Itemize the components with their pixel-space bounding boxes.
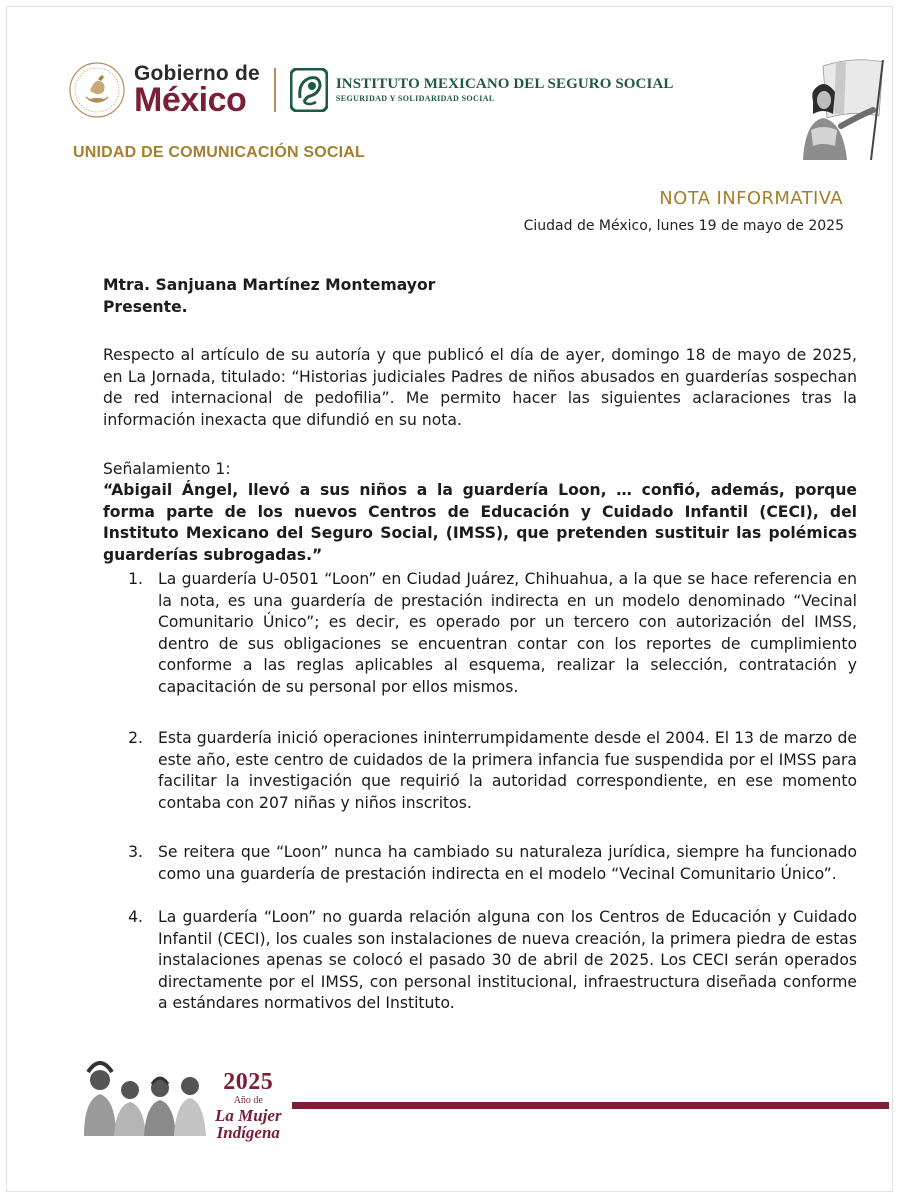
imss-subtitle: SEGURIDAD Y SOLIDARIDAD SOCIAL (335, 93, 495, 103)
woman-with-flag-illustration (783, 56, 889, 160)
list-item (103, 569, 857, 698)
imss-name: INSTITUTO MEXICANO DEL SEGURO SOCIAL (335, 76, 674, 93)
national-seal-icon (68, 61, 126, 119)
recipient-greeting: Presente. (103, 297, 188, 316)
document-type: NOTA INFORMATIVA (659, 188, 843, 209)
badge-year: 2025 (223, 1069, 274, 1095)
senalamiento-label: Señalamiento 1: (103, 460, 231, 478)
year-badge (215, 1070, 282, 1141)
footer-rule (292, 1102, 889, 1109)
document-date: Ciudad de México, lunes 19 de mayo de 2025 (523, 218, 844, 234)
badge-mujer: La Mujer (215, 1106, 282, 1125)
intro-paragraph: Respecto al artículo de su autoría y que publicó el día de ayer, domingo 18 de mayo de 2025, en La Jornada, titulado: “Historias judiciales Padres de niños abusados en guarderías sospechan de red internacional de pedofilia”. Me permito hacer las siguientes aclaraciones tras la información inexacta que difundió en su nota. (103, 346, 857, 429)
unit-title: UNIDAD DE COMUNICACIÓN SOCIAL (73, 144, 366, 161)
list-item (103, 842, 857, 885)
indigenous-women-illustration (74, 1050, 212, 1136)
header-divider (274, 68, 276, 112)
list-number: 1. (128, 570, 143, 588)
gob-mexico-text: México (134, 81, 247, 119)
badge-indigena: Indígena (216, 1123, 280, 1142)
recipient-block (103, 275, 857, 318)
list-text: Se reitera que “Loon” nunca ha cambiado su naturaleza jurídica, siempre ha funcionado como una guardería de prestación indirecta en el modelo “Vecinal Comunitario Único”. (158, 843, 857, 883)
recipient-name: Mtra. Sanjuana Martínez Montemayor (103, 276, 436, 294)
list-text: Esta guardería inició operaciones ininterrumpidamente desde el 2004. El 13 de marzo de este año, este centro de cuidados de la primera infancia fue suspendida por el IMSS para facilitar la investigación que requirió la autoridad correspondiente, en ese momento contaba con 207 niñas y niños inscritos. (158, 729, 857, 812)
list-item (103, 728, 857, 814)
gobierno-de-mexico-logo (134, 63, 260, 117)
badge-ano: Año de (233, 1095, 263, 1106)
imss-eagle-icon (290, 68, 328, 112)
list-text: La guardería “Loon” no guarda relación alguna con los Centros de Educación y Cuidado Infantil (CECI), los cuales son instalaciones de nueva creación, la primera piedra de estas instalaciones apenas se colocó el pasado 30 de abril de 2025. Los CECI serán operados directamente por el IMSS, con personal institucional, infraestructura diseñada conforme a estándares normativos del Instituto. (158, 908, 857, 1012)
list-item (103, 907, 857, 1015)
list-text: La guardería U-0501 “Loon” en Ciudad Juárez, Chihuahua, a la que se hace referencia en la nota, es una guardería de prestación indirecta en un modelo denominado “Vecinal Comunitario Único”; es decir, es operado por un tercero con autorización del IMSS, dentro de sus obligaciones se encuentran contar con los reportes de cumplimiento conforme a las reglas aplicables al esquema, realizar la selección, contratación y capacitación de su personal por ellos mismos. (158, 570, 857, 696)
list-number: 4. (128, 908, 143, 926)
letterhead (68, 62, 674, 119)
gob-top-text: Gobierno de (134, 62, 260, 85)
imss-logo-text (336, 76, 674, 103)
list-number: 2. (128, 729, 143, 747)
senalamiento-quote: “Abigail Ángel, llevó a sus niños a la guardería Loon, … confió, además, porque forma parte de los nuevos Centros de Educación y Cuidado Infantil (CECI), del Instituto Mexicano del Seguro Social, (IMSS), que pretenden sustituir las polémicas guarderías subrogadas.” (103, 481, 857, 564)
list-number: 3. (128, 843, 143, 861)
